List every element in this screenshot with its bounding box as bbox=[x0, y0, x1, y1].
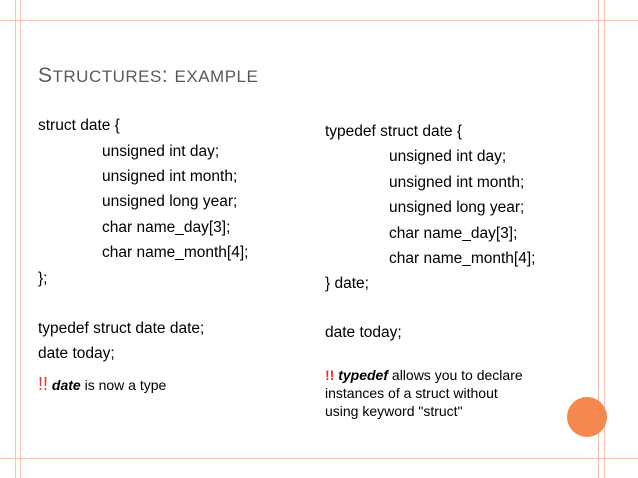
right-note-line-3: using keyword "struct" bbox=[325, 403, 463, 419]
right-note-marker: !! bbox=[325, 367, 335, 383]
slide-title: STRUCTURES: EXAMPLE bbox=[38, 64, 259, 87]
left-typedef-line: typedef struct date date; bbox=[38, 320, 205, 337]
left-note-marker: !! bbox=[38, 374, 49, 394]
left-note-keyword: date bbox=[51, 377, 81, 393]
left-code-line-7: }; bbox=[38, 270, 48, 287]
left-code-line-2: unsigned int day; bbox=[102, 143, 220, 160]
right-note-line-1-text: allows you to declare bbox=[388, 367, 523, 383]
right-note-line-1 bbox=[325, 367, 523, 383]
right-decl-line: date today; bbox=[325, 324, 402, 341]
frame-line-left-inner bbox=[20, 0, 21, 478]
decorative-circle bbox=[567, 397, 607, 437]
left-code-line-1: struct date { bbox=[38, 117, 120, 134]
right-code-line-5: char name_day[3]; bbox=[389, 225, 518, 242]
right-code-line-2: unsigned int day; bbox=[389, 148, 507, 165]
right-code-line-7: } date; bbox=[325, 275, 369, 292]
right-code-line-1: typedef struct date { bbox=[325, 123, 463, 140]
frame-line-top bbox=[0, 20, 638, 21]
right-code-line-3: unsigned int month; bbox=[389, 174, 525, 191]
right-code-line-4: unsigned long year; bbox=[389, 199, 525, 216]
left-note-text: is now a type bbox=[80, 377, 167, 393]
frame-line-left-outer bbox=[15, 0, 16, 478]
frame-line-bottom bbox=[0, 458, 638, 459]
right-note-line-2: instances of a struct without bbox=[325, 385, 498, 401]
right-code-line-6: char name_month[4]; bbox=[389, 250, 536, 267]
left-code-line-6: char name_month[4]; bbox=[102, 244, 249, 261]
right-note-keyword: typedef bbox=[338, 367, 389, 383]
left-code-line-3: unsigned int month; bbox=[102, 168, 238, 185]
left-decl-line: date today; bbox=[38, 345, 115, 362]
left-code-line-4: unsigned long year; bbox=[102, 193, 238, 210]
left-note bbox=[38, 374, 166, 395]
left-code-line-5: char name_day[3]; bbox=[102, 219, 231, 236]
